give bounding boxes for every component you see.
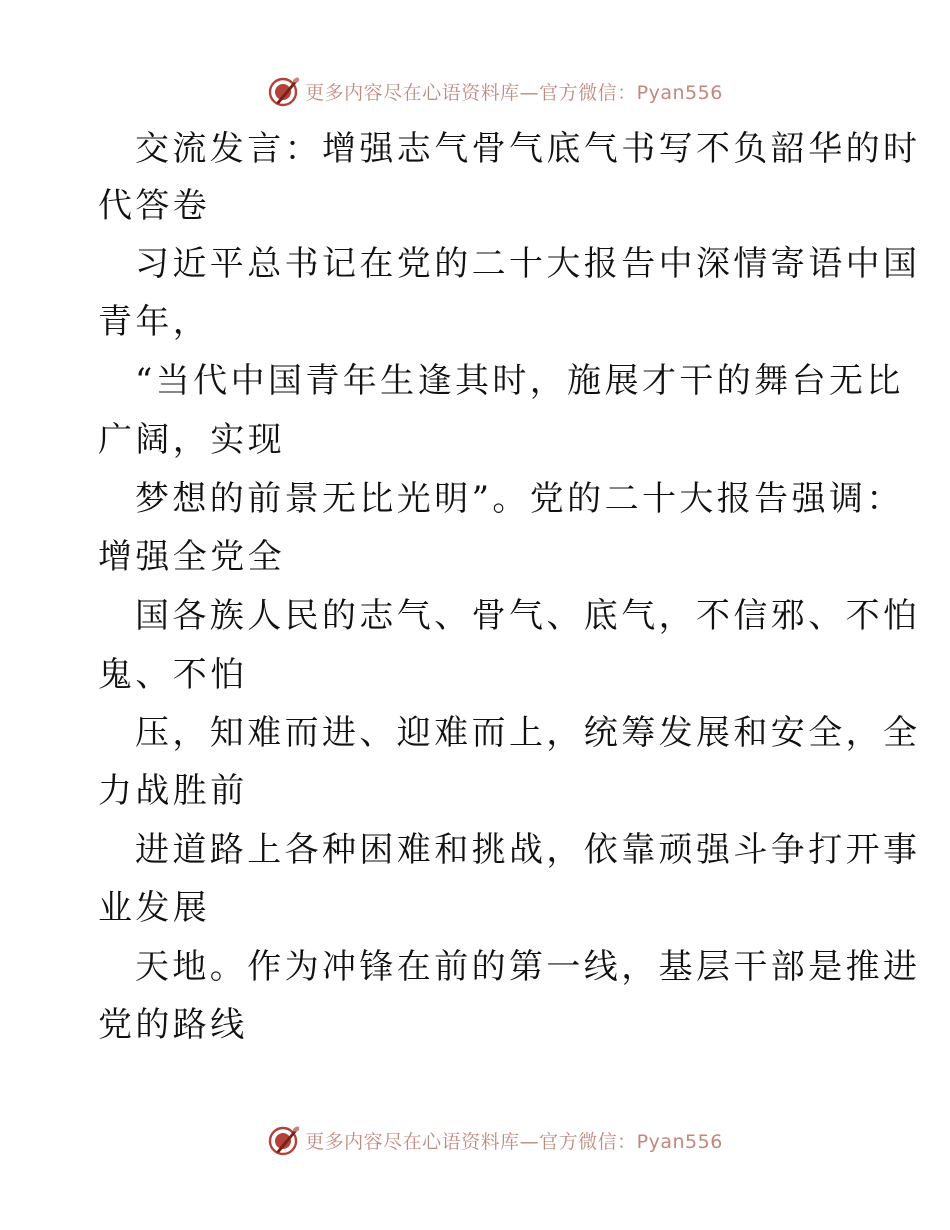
quill-pen-logo-icon	[267, 1123, 301, 1157]
footer-banner-text: 更多内容尽在心语资料库—官方微信：Pyan556	[305, 1130, 723, 1153]
doc-line-2: 代答卷	[98, 186, 211, 226]
header-banner-text: 更多内容尽在心语资料库—官方微信：Pyan556	[305, 81, 723, 104]
header-banner-inner	[267, 74, 723, 108]
doc-line-13: 进道路上各种困难和挑战，依靠顽强斗争打开事	[135, 830, 921, 870]
doc-line-14: 业发展	[98, 888, 211, 928]
doc-line-11: 压，知难而进、迎难而上，统筹发展和安全，全	[135, 713, 921, 753]
footer-banner	[0, 1118, 950, 1162]
doc-line-1: 交流发言：增强志气骨气底气书写不负韶华的时	[135, 129, 921, 169]
doc-line-8: 增强全党全	[98, 537, 285, 577]
doc-line-9: 国各族人民的志气、骨气、底气，不信邪、不怕	[135, 596, 921, 636]
doc-line-6: 广阔，实现	[98, 420, 285, 460]
doc-line-16: 党的路线	[98, 1005, 248, 1045]
doc-line-12: 力战胜前	[98, 771, 248, 811]
doc-line-4: 青年，	[98, 302, 211, 342]
doc-line-3: 习近平总书记在党的二十大报告中深情寄语中国	[135, 244, 921, 284]
doc-line-15: 天地。作为冲锋在前的第一线，基层干部是推进	[135, 947, 921, 987]
quill-pen-logo-icon	[267, 74, 301, 108]
doc-line-5: “当代中国青年生逢其时，施展才干的舞台无比	[135, 361, 904, 401]
footer-banner-inner	[267, 1123, 723, 1157]
doc-line-7: 梦想的前景无比光明”。党的二十大报告强调：	[135, 479, 904, 519]
doc-line-10: 鬼、不怕	[98, 655, 248, 695]
header-banner	[0, 69, 950, 113]
